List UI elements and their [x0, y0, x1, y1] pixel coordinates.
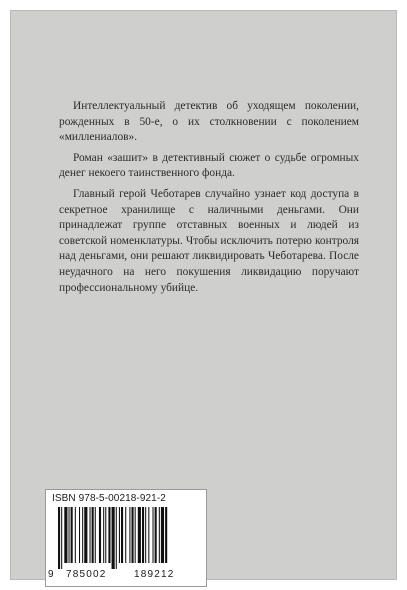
barcode-bar: [159, 507, 160, 563]
barcode-bar: [112, 507, 115, 569]
barcode-bar: [119, 507, 120, 563]
barcode-bar: [79, 507, 80, 563]
barcode-bar: [84, 507, 87, 563]
annotation-paragraph-2: Роман «зашит» в детективный сюжет о судьбе огромных денег некоего таинственного фонда.: [59, 151, 359, 180]
barcode-bar: [58, 507, 60, 569]
barcode-bar: [64, 507, 67, 563]
barcode-bar: [99, 507, 101, 563]
barcode-first-digit: 9: [48, 569, 55, 580]
barcode-bar: [92, 507, 94, 563]
barcode-bar: [90, 507, 91, 563]
barcode-bar: [125, 507, 126, 563]
barcode-bar: [95, 507, 96, 563]
book-annotation: [59, 99, 359, 296]
annotation-paragraph-3: Главный герой Чеботарев случайно узнает код доступа в секретное хранилище с наличными деньгами. Они принадлежат группе отставных военных и людей из советской номенклатуры. Чтобы исключить потерю контроля над деньгами, они решают ликвидировать Чеботарева. После неудачного на него покушения ликвидацию поручают профессиональному убийце.: [59, 187, 359, 294]
barcode-bar: [153, 507, 154, 563]
barcode-right-group: 189212: [134, 569, 175, 580]
barcode-bar: [116, 507, 117, 569]
barcode-bar: [129, 507, 130, 563]
barcode-bar: [132, 507, 134, 563]
barcode-bar: [138, 507, 141, 563]
barcode-bar: [69, 507, 70, 563]
barcode-left-group: 785002: [66, 569, 107, 580]
barcode-bar: [121, 507, 123, 563]
barcode-bar: [82, 507, 83, 563]
barcode-bar: [148, 507, 149, 563]
barcode-bar: [61, 507, 62, 569]
barcode-bar: [108, 507, 110, 563]
barcode-bar: [135, 507, 136, 563]
barcode-bar: [142, 507, 144, 563]
annotation-paragraph-1: Интеллектуальный детектив об уходящем поколении, рожденных в 50-е, о их столкновении с поколением «миллениалов».: [59, 100, 359, 144]
barcode-bar: [155, 507, 157, 563]
isbn-number: ISBN 978-5-00218-921-2: [52, 493, 166, 504]
barcode-bar: [71, 507, 73, 563]
barcode-bar: [161, 507, 164, 563]
barcode-bars: [54, 507, 200, 569]
barcode-bar: [165, 507, 167, 563]
barcode-bar: [103, 507, 104, 563]
back-cover: [10, 10, 397, 580]
barcode-bar: [105, 507, 106, 563]
barcode-bar: [145, 507, 146, 563]
barcode-bar: [75, 507, 76, 563]
isbn-barcode: [45, 489, 207, 587]
